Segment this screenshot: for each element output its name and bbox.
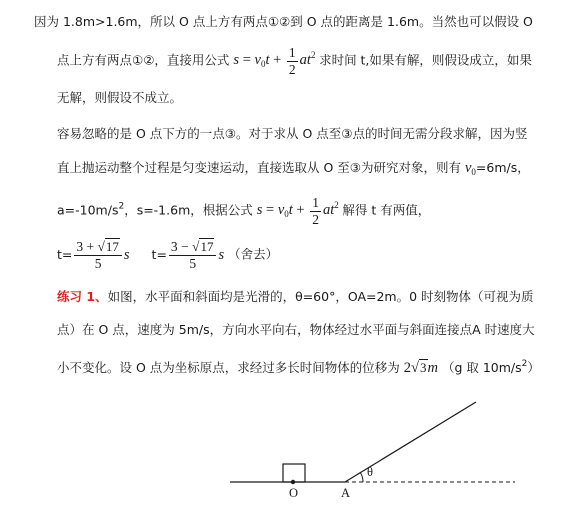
exercise-line2: 点）在 O 点，速度为 5m/s，方向水平向右，物体经过水平面与斜面连接点A 时速度大 — [57, 322, 535, 337]
initial-velocity-symbol: $v_0$ — [464, 160, 476, 177]
exercise-line1: 练习 1、如图，水平面和斜面均是光滑的，θ=60°，OA=2m。0 时刻物体（可视为质 — [57, 289, 534, 304]
solution-2-fraction: $\frac{3 - √17}{5}$ — [169, 240, 217, 270]
solution-1-fraction: $\frac{3 + √17}{5}$ — [74, 240, 122, 270]
label-theta: θ — [367, 465, 373, 479]
para2-line2-post: =6m/s， — [475, 160, 530, 175]
displacement-formula-2: $s = v_0t$ + $\frac{1}{2}$ $at^2$ — [256, 195, 339, 227]
exercise-label: 练习 1、 — [57, 289, 108, 304]
incline-line — [345, 402, 476, 482]
label-O: O — [289, 486, 299, 500]
para2-line1: 容易忽略的是 O 点下方的一点③。对于求从 O 点至③点的时间无需分段求解，因为竖 — [57, 126, 528, 141]
half-fraction-2: $\frac{1}{2}$ — [312, 195, 319, 227]
half-fraction: $\frac{1}{2}$ — [288, 45, 296, 77]
para1-line1: 因为 1.8m>1.6m，所以 O 点上方有两点①②到 O 点的距离是 1.6m。当然也可以假设 O — [34, 14, 533, 29]
para2-line3: $a=-10m/s^2$，s=-1.6m，根据公式 $s = v_0t$ + $\frac{1}{2}$ $at^2$ 解得 t 有两值， — [57, 195, 431, 227]
discard-note: （舍去） — [228, 246, 279, 262]
sqrt-sign-2: √17 — [192, 239, 214, 254]
displacement-formula: $s = v_0t$ + $\frac{1}{2}$ $at^2$ — [233, 45, 316, 77]
point-O-dot — [291, 480, 295, 484]
label-A: A — [341, 486, 351, 500]
angle-arc — [360, 472, 363, 482]
solution-1: t= $\frac{3 + √17}{5}$ s — [57, 239, 130, 271]
sqrt-sign: √17 — [97, 239, 119, 254]
para1-line2-pre: 点上方有两点①②，直接用公式 — [57, 52, 230, 68]
para1-line2-post: 求时间 t,如果有解，则假设成立，如果 — [319, 52, 532, 68]
exercise-line3: 小不变化。设 O 点为坐标原点，求经过多长时间物体的位移为 2√3m （g 取 $10m/s^2$） — [57, 359, 540, 376]
block — [283, 464, 305, 482]
answer-expression: 2√3m — [403, 360, 438, 376]
para1-line3: 无解，则假设不成立。 — [57, 90, 183, 105]
para2-line2-pre: 直上抛运动整个过程是匀变速运动，直接选取从 O 至③为研究对象，则有 — [57, 160, 461, 175]
solution-2: t= $\frac{3 - √17}{5}$ s — [151, 239, 225, 271]
